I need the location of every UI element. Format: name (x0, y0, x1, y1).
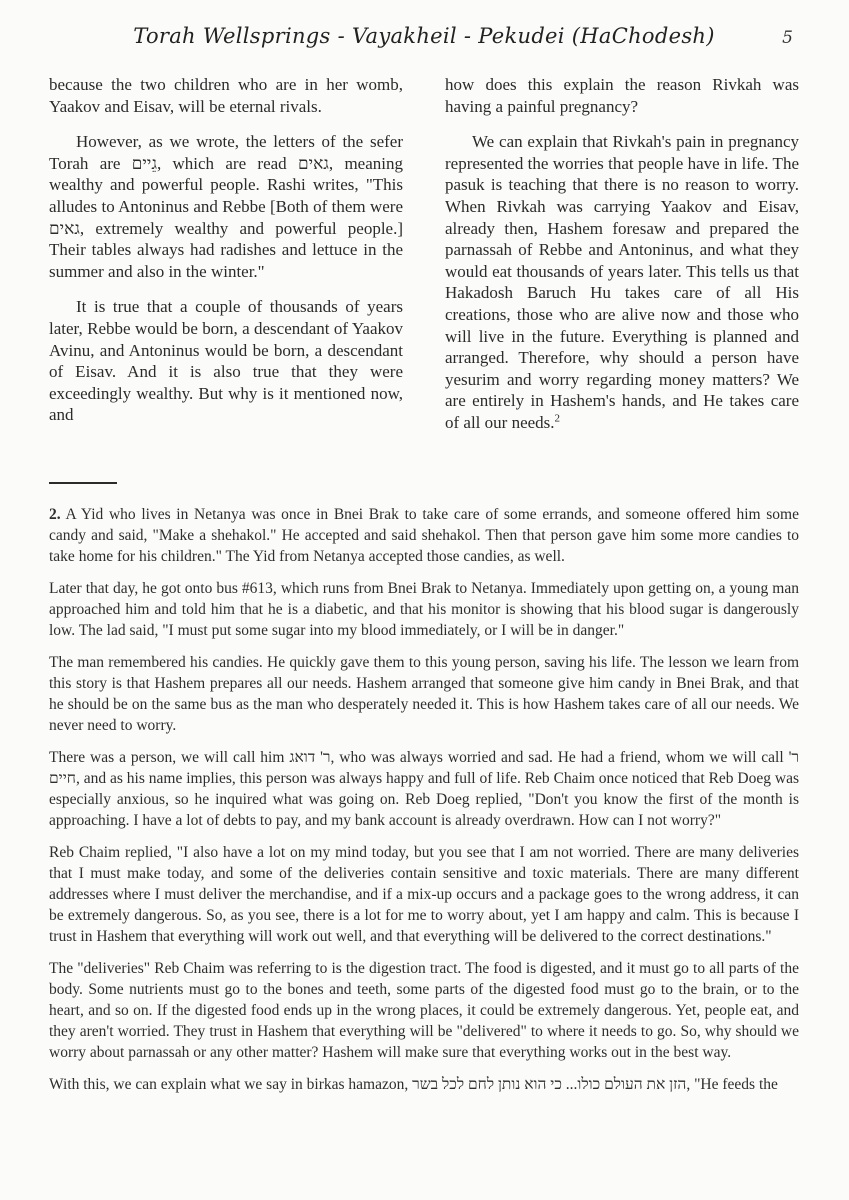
footnote-number: 2. (49, 505, 61, 523)
paragraph: how does this explain the reason Rivkah was having a painful pregnancy? (445, 75, 799, 116)
page-title: Torah Wellsprings - Vayakheil - Pekudei (HaChodesh) (133, 24, 715, 48)
footnote-reference: 2 (554, 412, 561, 425)
paragraph: However, as we wrote, the letters of the sefer Torah are גֵיים, which are read גאים, meaning wealthy and powerful people. Rashi writes, "This alludes to Antoninus and Rebbe [Both of them were גאים, extremely wealthy and powerful people.] Their tables always had radishes and lettuce in the summer and also in the winter." (49, 132, 403, 281)
footnote-paragraph: There was a person, we will call him ר' דואג, who was always worried and sad. He had a friend, whom we will call ר' חיים, and as his name implies, this person was always happy and full of life. Reb Chaim once noticed that Reb Doeg was especially anxious, so he inquired what was going on. Reb Doeg replied, "Don't you know the first of the month is approaching. I have a lot of debts to pay, and my bank account is already overdrawn. How can I not worry?" (49, 748, 800, 829)
main-text-columns (49, 74, 799, 448)
footnote-paragraph: With this, we can explain what we say in birkas hamazon, הזן את העולם כולו... כי הוא נותן לחם לכל בשר, "He feeds the (49, 1075, 778, 1093)
footnote-text: A Yid who lives in Netanya was once in Bnei Brak to take care of some errands, and someone offered him some candy and said, "Make a shehakol." He accepted and said shehakol. Then that person gave him some more candies to take home for his children." The Yid from Netanya accepted those candies, as well. (49, 505, 799, 565)
footnotes-section (49, 504, 799, 1095)
left-column (49, 74, 403, 448)
paragraph: because the two children who are in her womb, Yaakov and Eisav, will be eternal rivals. (49, 75, 403, 116)
footnote-paragraph: Reb Chaim replied, "I also have a lot on my mind today, but you see that I am not worried. There are many deliveries that I must make today, and some of the deliveries contain sensitive and toxic materials. There are many different addresses where I must deliver the merchandise, and if a mix-up occurs and a package goes to the wrong address, it can be extremely dangerous. So, as you see, there is a lot for me to worry about, yet I am happy and calm. This is because I trust in Hashem that everything will work out well, and that everything will be delivered to the correct destinations." (49, 843, 799, 945)
paragraph-text: We can explain that Rivkah's pain in pregnancy represented the worries that people have in life. The pasuk is teaching that there is no reason to worry. When Rivkah was carrying Yaakov and Eisav, already then, Hashem foresaw and prepared the parnassah of Rebbe and Antoninus, and what they would eat thousands of years later. This tells us that Hakadosh Baruch Hu takes care of all His creations, those who are alive now and those who will live in the future. Everything is planned and arranged. Therefore, why should a person have yesurim and worry regarding money matters? We are entirely in Hashem's hands, and He takes care of all our needs. (445, 132, 799, 432)
footnote-paragraph: Later that day, he got onto bus #613, which runs from Bnei Brak to Netanya. Immediately upon getting on, a young man approached him and told him that he is a diabetic, and that his monitor is showing that his blood sugar is dangerously low. The lad said, "I must put some sugar into my blood immediately, or I will be in danger." (49, 579, 799, 639)
paragraph: It is true that a couple of thousands of years later, Rebbe would be born, a descendant of Yaakov Avinu, and Antoninus would be born, a descendant of Eisav. And it is also true that they were exceedingly wealthy. But why is it mentioned now, and (49, 297, 403, 425)
footnote-paragraph: The "deliveries" Reb Chaim was referring to is the digestion tract. The food is digested, and it must go to all parts of the body. Some nutrients must go to the bones and teeth, some parts of the digested food must go to the brain, or to the heart, and so on. If the digested food ends up in the wrong places, it could be extremely dangerous. Yet, people eat, and they aren't worried. They trust in Hashem that everything will be "delivered" to where it needs to go. So, why should we worry about parnassah or any other matter? Hashem will make sure that everything works out in the best way. (49, 959, 799, 1061)
page-number: 5 (782, 28, 793, 48)
paragraph (445, 131, 799, 433)
footnote-separator (49, 482, 117, 484)
footnote-paragraph (49, 504, 799, 567)
right-column (445, 74, 799, 448)
page-header (49, 24, 799, 54)
footnote-paragraph: The man remembered his candies. He quickly gave them to this young person, saving his life. The lesson we learn from this story is that Hashem prepares all our needs. Hashem arranged that someone give him candy in Bnei Brak, and that he should be on the same bus as the man who desperately needed it. This is how Hashem takes care of all our needs. We never need to worry. (49, 653, 799, 734)
